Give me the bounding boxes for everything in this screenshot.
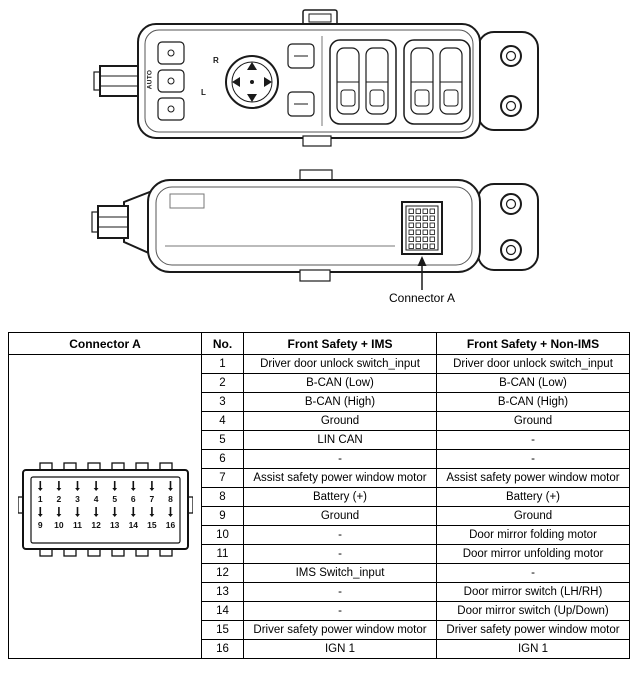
non-ims-function: Ground: [437, 412, 630, 431]
svg-text:4: 4: [93, 493, 98, 504]
module-body: [138, 24, 480, 138]
svg-text:16: 16: [165, 519, 175, 530]
pin-number: 9: [202, 507, 244, 526]
non-ims-function: Driver door unlock switch_input: [437, 355, 630, 374]
non-ims-function: -: [437, 450, 630, 469]
header-ims: Front Safety + IMS: [244, 333, 437, 355]
non-ims-function: Driver safety power window motor: [437, 621, 630, 640]
connector-a: [402, 202, 442, 254]
connector-a-callout: Connector A: [388, 291, 456, 305]
mirror-left-label: L: [201, 88, 206, 97]
ims-function: -: [244, 583, 437, 602]
svg-text:2: 2: [56, 493, 61, 504]
connector-housing: [23, 470, 188, 549]
ims-function: Driver door unlock switch_input: [244, 355, 437, 374]
ims-function: -: [244, 526, 437, 545]
non-ims-function: Assist safety power window motor: [437, 469, 630, 488]
ims-function: -: [244, 545, 437, 564]
harness-stub: [100, 66, 140, 96]
pin-number: 12: [202, 564, 244, 583]
connector-pinout-table: [8, 332, 630, 659]
ims-function: -: [244, 602, 437, 621]
non-ims-function: -: [437, 431, 630, 450]
svg-text:5: 5: [111, 493, 117, 504]
non-ims-function: Door mirror folding motor: [437, 526, 630, 545]
non-ims-function: Ground: [437, 507, 630, 526]
pin-number: 6: [202, 450, 244, 469]
ims-function: Ground: [244, 507, 437, 526]
ims-function: Driver safety power window motor: [244, 621, 437, 640]
connector-a-pin-diagram: [18, 457, 193, 557]
header-non-ims: Front Safety + Non-IMS: [437, 333, 630, 355]
mirror-joystick: [226, 56, 278, 108]
pin-number: 7: [202, 469, 244, 488]
bottom-view-drawing: [92, 170, 538, 290]
ims-function: B-CAN (High): [244, 393, 437, 412]
mounting-bracket: [478, 184, 538, 270]
svg-text:11: 11: [72, 519, 82, 530]
ims-function: LIN CAN: [244, 431, 437, 450]
pin-number: 5: [202, 431, 244, 450]
pin-number: 15: [202, 621, 244, 640]
harness-stub: [98, 206, 128, 238]
svg-text:10: 10: [53, 519, 64, 530]
pin-number: 1: [202, 355, 244, 374]
bottom-tab: [303, 136, 331, 146]
pin-number: 4: [202, 412, 244, 431]
switch-assembly-drawing: [0, 0, 637, 332]
pin-number: 10: [202, 526, 244, 545]
pin-number: 3: [202, 393, 244, 412]
non-ims-function: Battery (+): [437, 488, 630, 507]
pin-number: 14: [202, 602, 244, 621]
svg-text:7: 7: [149, 493, 154, 504]
svg-text:14: 14: [128, 519, 138, 530]
svg-text:1: 1: [37, 493, 43, 504]
svg-text:13: 13: [109, 519, 119, 530]
svg-text:6: 6: [130, 493, 136, 504]
ims-function: -: [244, 450, 437, 469]
header-connector: Connector A: [9, 333, 202, 355]
header-no: No.: [202, 333, 244, 355]
pin-number: 2: [202, 374, 244, 393]
ims-function: Battery (+): [244, 488, 437, 507]
svg-text:8: 8: [167, 493, 173, 504]
switch-assembly-figure: [0, 0, 637, 332]
svg-text:12: 12: [90, 519, 101, 530]
non-ims-function: Door mirror switch (LH/RH): [437, 583, 630, 602]
pin-number: 13: [202, 583, 244, 602]
pin-number: 8: [202, 488, 244, 507]
non-ims-function: Door mirror switch (Up/Down): [437, 602, 630, 621]
non-ims-function: Door mirror unfolding motor: [437, 545, 630, 564]
svg-text:3: 3: [74, 493, 80, 504]
connector-a-diagram-cell: [9, 355, 202, 659]
svg-text:15: 15: [146, 519, 157, 530]
ims-function: B-CAN (Low): [244, 374, 437, 393]
pin-number: 11: [202, 545, 244, 564]
non-ims-function: -: [437, 564, 630, 583]
table-header-row: [9, 333, 630, 355]
ims-function: IMS Switch_input: [244, 564, 437, 583]
bottom-tab: [300, 270, 330, 281]
top-view-drawing: [94, 10, 538, 146]
ims-function: Ground: [244, 412, 437, 431]
table-row: [9, 355, 630, 374]
auto-button-label: AUTO: [146, 69, 154, 90]
svg-text:9: 9: [37, 519, 43, 530]
mirror-right-label: R: [213, 56, 219, 65]
non-ims-function: B-CAN (Low): [437, 374, 630, 393]
ims-function: Assist safety power window motor: [244, 469, 437, 488]
ims-function: IGN 1: [244, 640, 437, 659]
non-ims-function: IGN 1: [437, 640, 630, 659]
pin-number: 16: [202, 640, 244, 659]
non-ims-function: B-CAN (High): [437, 393, 630, 412]
